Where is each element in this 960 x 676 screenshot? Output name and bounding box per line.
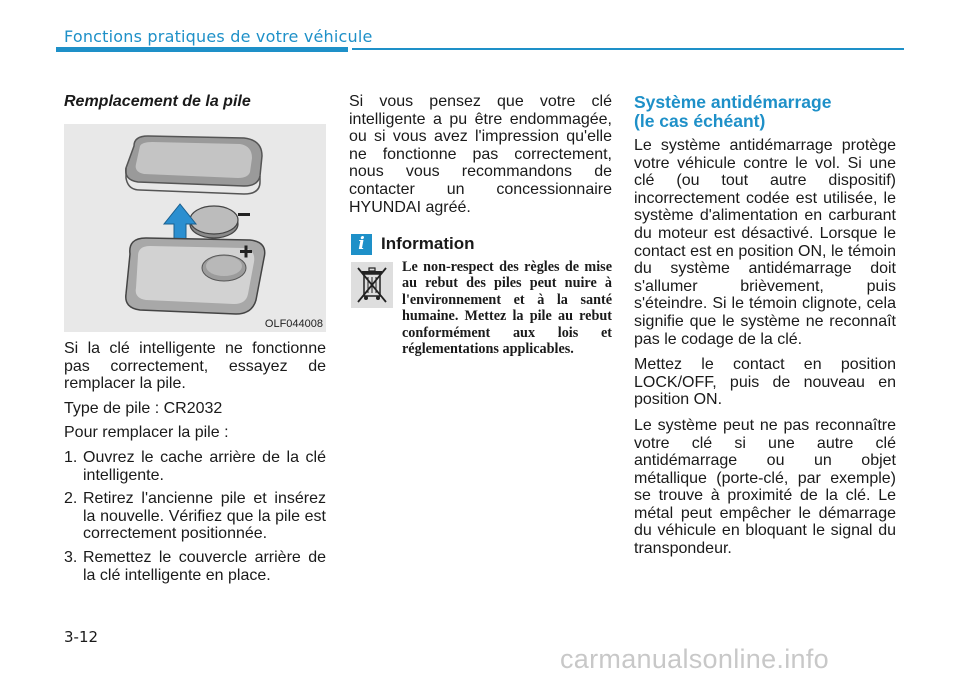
- left-text: [64, 340, 326, 590]
- immobilizer-heading-line2: (le cas échéant): [634, 111, 766, 131]
- information-title: Information: [381, 234, 475, 253]
- watermark: carmanualsonline.info: [560, 644, 829, 674]
- immobilizer-paragraph-1: Le système antidémarrage protège votre véhicule contre le vol. Si une clé (ou tout autre dispositif) incorrectement codée est utilisée, le système d'alimentation en carburant du moteur est désactivé. Lorsque le contact est en position ON, le témoin du système antidémarrage doit s'allumer brièvement, puis s'éteindre. Si le témoin clignote, cela signifie que le système ne reconnaît pas le codage de la clé.: [634, 137, 896, 348]
- crossed-bin-icon: [351, 262, 393, 308]
- information-header: [351, 233, 475, 255]
- smart-key-illustration: [64, 124, 326, 332]
- immobilizer-paragraph-2: Mettez le contact en position LOCK/OFF, puis de nouveau en position ON.: [634, 356, 896, 409]
- step-text: Retirez l'ancienne pile et insérez la nouvelle. Vérifiez que la pile est correctement positionnée.: [83, 490, 326, 543]
- section-title: Fonctions pratiques de votre véhicule: [64, 27, 373, 46]
- page-number: 3-12: [64, 628, 99, 646]
- immobilizer-heading-line1: Système antidémarrage: [634, 92, 832, 112]
- steps-intro: Pour remplacer la pile :: [64, 424, 229, 442]
- right-text: [634, 137, 896, 558]
- information-body: Le non-respect des règles de mise au rebut des piles peut nuire à l'environnement et à la santé humaine. Mettez la pile au rebut conformément aux lois et réglementations applicables.: [402, 259, 612, 358]
- immobilizer-paragraph-3: Le système peut ne pas reconnaître votre clé si une autre clé antidémarrage ou un objet métallique (porte-clé, par exemple) se trouve à proximité de la clé. Le métal peut empêcher le démarrage du véhicule en bloquant le signal du transpondeur.: [634, 416, 896, 558]
- header-rule-thick: [56, 47, 348, 52]
- battery-type: Type de pile : CR2032: [64, 399, 223, 417]
- list-item: [64, 490, 326, 543]
- immobilizer-heading: [634, 93, 831, 131]
- damaged-key-text: Si vous pensez que votre clé intelligente a pu être endommagée, ou si vous avez l'impression qu'elle ne fonctionne pas correctement, nous vous recommandons de contacter un concessionnaire HYUNDAI agréé.: [349, 93, 612, 216]
- list-item: [64, 549, 326, 584]
- smart-key-battery-figure: [64, 124, 326, 332]
- header-rule-thin: [352, 48, 904, 50]
- list-item: [64, 449, 326, 484]
- figure-code: OLF044008: [264, 318, 323, 330]
- step-text: Ouvrez le cache arrière de la clé intelligente.: [83, 448, 326, 484]
- step-text: Remettez le couvercle arrière de la clé intelligente en place.: [83, 548, 326, 584]
- step-number: 3.: [64, 548, 78, 566]
- info-icon: i: [351, 234, 372, 255]
- battery-intro: Si la clé intelligente ne fonctionne pas correctement, essayez de remplacer la pile.: [64, 340, 326, 393]
- step-number: 1.: [64, 448, 78, 466]
- battery-heading: Remplacement de la pile: [64, 93, 251, 110]
- step-number: 2.: [64, 490, 78, 508]
